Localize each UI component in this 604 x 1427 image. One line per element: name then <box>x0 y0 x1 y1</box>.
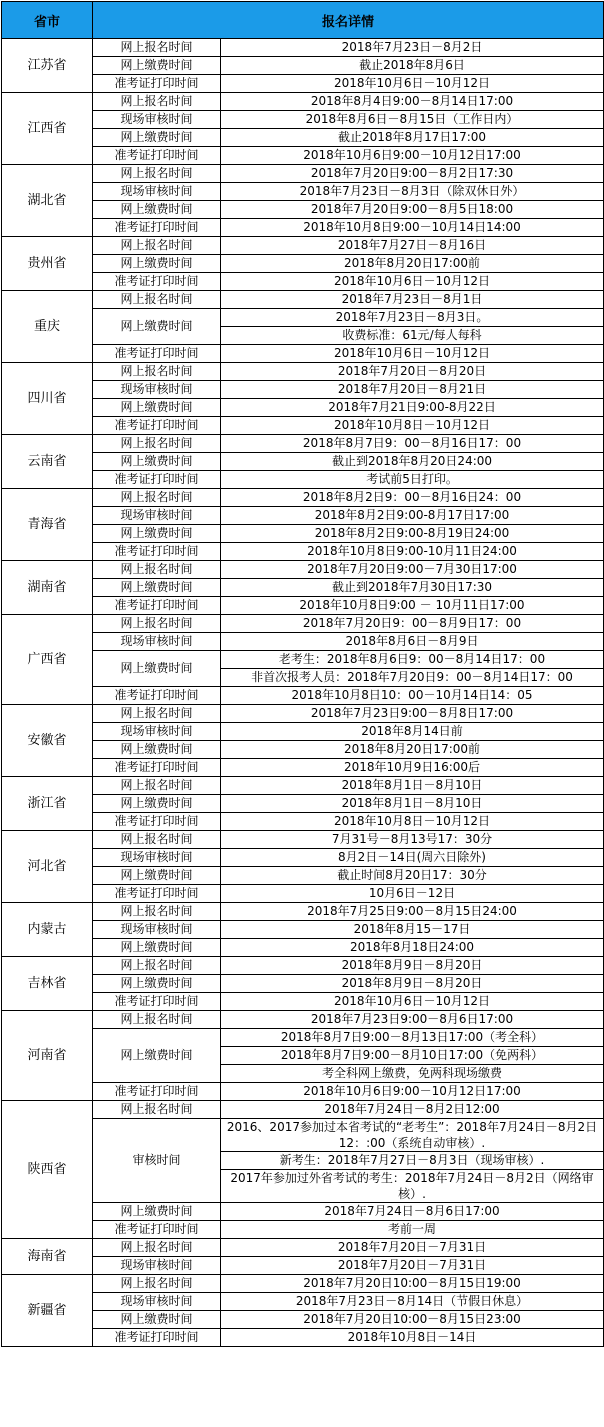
item-value: 2018年8月4日9:00－8月14日17:00 <box>221 93 604 111</box>
table-row <box>2 1203 604 1221</box>
table-row <box>2 183 604 201</box>
table-row <box>2 1293 604 1311</box>
item-label: 准考证打印时间 <box>93 1083 221 1101</box>
item-value: 2018年8月1日－8月10日 <box>221 777 604 795</box>
table-row <box>2 309 604 327</box>
province-name: 青海省 <box>2 489 93 561</box>
table-row <box>2 795 604 813</box>
item-label: 准考证打印时间 <box>93 759 221 777</box>
item-value: 2018年7月20日10:00－8月15日19:00 <box>221 1275 604 1293</box>
item-label: 网上报名时间 <box>93 1239 221 1257</box>
item-value: 2018年8月6日－8月15日（工作日内） <box>221 111 604 129</box>
item-value: 非首次报考人员：2018年7月20日9：00－8月14日17：00 <box>221 669 604 687</box>
item-label: 准考证打印时间 <box>93 597 221 615</box>
item-value: 2018年8月2日9:00-8月19日24:00 <box>221 525 604 543</box>
item-label: 网上报名时间 <box>93 1101 221 1119</box>
table-row <box>2 57 604 75</box>
table-row <box>2 705 604 723</box>
item-value: 7月31号－8月13号17：30分 <box>221 831 604 849</box>
item-value: 2018年7月25日9:00－8月15日24:00 <box>221 903 604 921</box>
table-row <box>2 1311 604 1329</box>
item-label: 网上缴费时间 <box>93 741 221 759</box>
item-label: 现场审核时间 <box>93 111 221 129</box>
item-value: 考试前5日打印。 <box>221 471 604 489</box>
item-label: 网上报名时间 <box>93 1275 221 1293</box>
item-label: 网上缴费时间 <box>93 1203 221 1221</box>
item-label: 现场审核时间 <box>93 1257 221 1275</box>
item-label: 现场审核时间 <box>93 849 221 867</box>
item-value: 2018年10月8日－10月12日 <box>221 813 604 831</box>
table-row <box>2 597 604 615</box>
item-value: 老考生：2018年8月6日9：00－8月14日17：00 <box>221 651 604 669</box>
item-value: 截止2018年8月17日17:00 <box>221 129 604 147</box>
item-value: 2018年8月9日－8月20日 <box>221 957 604 975</box>
item-label: 网上缴费时间 <box>93 255 221 273</box>
table-row <box>2 1239 604 1257</box>
item-label: 准考证打印时间 <box>93 1329 221 1347</box>
item-label: 准考证打印时间 <box>93 885 221 903</box>
table-row <box>2 1029 604 1047</box>
item-label: 网上报名时间 <box>93 903 221 921</box>
table-row <box>2 147 604 165</box>
item-label: 网上缴费时间 <box>93 939 221 957</box>
item-value: 2018年8月6日－8月9日 <box>221 633 604 651</box>
table-row <box>2 507 604 525</box>
item-value: 2018年10月6日－10月12日 <box>221 75 604 93</box>
item-value: 2018年8月2日9:00-8月17日17:00 <box>221 507 604 525</box>
item-value: 2018年7月20日9：00－8月9日17：00 <box>221 615 604 633</box>
table-row <box>2 489 604 507</box>
item-label: 现场审核时间 <box>93 1293 221 1311</box>
province-name: 贵州省 <box>2 237 93 291</box>
item-value: 8月2日－14日(周六日除外) <box>221 849 604 867</box>
item-label: 网上报名时间 <box>93 237 221 255</box>
province-name: 重庆 <box>2 291 93 363</box>
item-value: 2018年8月7日9:00－8月10日17:00（免两科） <box>221 1047 604 1065</box>
table-row <box>2 471 604 489</box>
item-value: 2018年8月20日17:00前 <box>221 741 604 759</box>
table-row <box>2 435 604 453</box>
table-row <box>2 39 604 57</box>
province-name: 河南省 <box>2 1011 93 1101</box>
item-label: 现场审核时间 <box>93 507 221 525</box>
item-value: 2018年7月20日－7月31日 <box>221 1257 604 1275</box>
item-label: 网上报名时间 <box>93 561 221 579</box>
item-value: 2018年8月20日17:00前 <box>221 255 604 273</box>
table-row <box>2 777 604 795</box>
item-value: 2018年7月20日10:00－8月15日23:00 <box>221 1311 604 1329</box>
table-row <box>2 75 604 93</box>
item-label: 审核时间 <box>93 1119 221 1203</box>
item-value: 截止到2018年8月20日24:00 <box>221 453 604 471</box>
item-value: 2018年7月20日－8月21日 <box>221 381 604 399</box>
item-label: 网上报名时间 <box>93 39 221 57</box>
item-value: 2018年7月20日9:00－7月30日17:00 <box>221 561 604 579</box>
item-value: 2018年8月7日9：00－8月16日17：00 <box>221 435 604 453</box>
item-value: 2017年参加过外省考试的考生：2018年7月24日－8月2日（网络审核）. <box>221 1170 604 1203</box>
item-value: 截止时间8月20日17：30分 <box>221 867 604 885</box>
item-value: 2018年10月6日9:00－10月12日17:00 <box>221 1083 604 1101</box>
item-value: 2018年10月8日－14日 <box>221 1329 604 1347</box>
province-name: 海南省 <box>2 1239 93 1275</box>
item-value: 2018年10月8日－10月12日 <box>221 417 604 435</box>
item-label: 准考证打印时间 <box>93 1221 221 1239</box>
header-row <box>2 2 604 39</box>
table-row <box>2 921 604 939</box>
item-label: 网上缴费时间 <box>93 975 221 993</box>
item-label: 准考证打印时间 <box>93 471 221 489</box>
item-label: 网上报名时间 <box>93 705 221 723</box>
item-label: 现场审核时间 <box>93 183 221 201</box>
province-name: 湖北省 <box>2 165 93 237</box>
table-row <box>2 579 604 597</box>
table-row <box>2 993 604 1011</box>
province-name: 云南省 <box>2 435 93 489</box>
table-row <box>2 237 604 255</box>
item-label: 网上缴费时间 <box>93 57 221 75</box>
table-row <box>2 1275 604 1293</box>
table-row <box>2 93 604 111</box>
table-row <box>2 1257 604 1275</box>
item-label: 网上报名时间 <box>93 165 221 183</box>
item-value: 2018年8月9日－8月20日 <box>221 975 604 993</box>
item-value: 2018年10月8日9:00－10月14日14:00 <box>221 219 604 237</box>
item-value: 2018年7月23日－8月2日 <box>221 39 604 57</box>
item-label: 网上报名时间 <box>93 831 221 849</box>
item-label: 准考证打印时间 <box>93 345 221 363</box>
item-label: 准考证打印时间 <box>93 813 221 831</box>
item-value: 2018年10月6日－10月12日 <box>221 273 604 291</box>
item-label: 网上报名时间 <box>93 489 221 507</box>
header-details: 报名详情 <box>93 2 604 39</box>
item-value: 2018年8月18日24:00 <box>221 939 604 957</box>
item-label: 网上报名时间 <box>93 363 221 381</box>
item-label: 网上报名时间 <box>93 435 221 453</box>
table-row <box>2 903 604 921</box>
item-value: 2018年8月1日－8月10日 <box>221 795 604 813</box>
province-name: 吉林省 <box>2 957 93 1011</box>
item-value: 2018年7月24日－8月6日17:00 <box>221 1203 604 1221</box>
table-row <box>2 525 604 543</box>
item-value: 2018年7月24日－8月2日12:00 <box>221 1101 604 1119</box>
item-label: 网上缴费时间 <box>93 1311 221 1329</box>
table-row <box>2 741 604 759</box>
table-row <box>2 975 604 993</box>
item-label: 网上缴费时间 <box>93 399 221 417</box>
table-row <box>2 867 604 885</box>
table-row <box>2 363 604 381</box>
province-name: 内蒙古 <box>2 903 93 957</box>
table-row <box>2 957 604 975</box>
table-row <box>2 255 604 273</box>
table-row <box>2 417 604 435</box>
item-label: 网上缴费时间 <box>93 525 221 543</box>
province-name: 安徽省 <box>2 705 93 777</box>
table-row <box>2 651 604 669</box>
table-row <box>2 813 604 831</box>
item-value: 2018年7月23日－8月3日。 <box>221 309 604 327</box>
table-row <box>2 831 604 849</box>
table-row <box>2 1101 604 1119</box>
item-label: 现场审核时间 <box>93 921 221 939</box>
province-name: 新疆省 <box>2 1275 93 1347</box>
item-label: 网上报名时间 <box>93 615 221 633</box>
item-value: 2018年10月6日9:00－10月12日17:00 <box>221 147 604 165</box>
item-value: 10月6日－12日 <box>221 885 604 903</box>
item-value: 2018年10月6日－10月12日 <box>221 345 604 363</box>
table-row <box>2 687 604 705</box>
table-row <box>2 939 604 957</box>
table-row <box>2 561 604 579</box>
item-value: 2018年7月23日9:00－8月6日17:00 <box>221 1011 604 1029</box>
item-value: 2018年7月20日－8月20日 <box>221 363 604 381</box>
item-label: 网上缴费时间 <box>93 453 221 471</box>
item-value: 考前一周 <box>221 1221 604 1239</box>
item-label: 网上报名时间 <box>93 291 221 309</box>
item-value: 2018年7月20日9:00－8月5日18:00 <box>221 201 604 219</box>
item-value: 2018年8月2日9：00－8月16日24：00 <box>221 489 604 507</box>
table-row <box>2 1011 604 1029</box>
province-name: 陕西省 <box>2 1101 93 1239</box>
table-row <box>2 543 604 561</box>
table-row <box>2 381 604 399</box>
item-value: 2018年8月15－17日 <box>221 921 604 939</box>
item-label: 网上缴费时间 <box>93 651 221 687</box>
table-body <box>2 39 604 1347</box>
item-label: 网上缴费时间 <box>93 795 221 813</box>
item-label: 网上缴费时间 <box>93 309 221 345</box>
table-row <box>2 1083 604 1101</box>
province-name: 江苏省 <box>2 39 93 93</box>
table-row <box>2 219 604 237</box>
item-value: 2018年8月7日9:00－8月13日17:00（考全科） <box>221 1029 604 1047</box>
item-label: 网上缴费时间 <box>93 867 221 885</box>
table-row <box>2 885 604 903</box>
item-value: 2018年7月23日－8月3日（除双休日外） <box>221 183 604 201</box>
table-row <box>2 723 604 741</box>
item-label: 网上报名时间 <box>93 777 221 795</box>
item-label: 准考证打印时间 <box>93 687 221 705</box>
province-name: 江西省 <box>2 93 93 165</box>
table-row <box>2 1119 604 1152</box>
item-value: 2018年7月21日9:00-8月22日 <box>221 399 604 417</box>
table-row <box>2 633 604 651</box>
item-label: 网上报名时间 <box>93 1011 221 1029</box>
item-value: 截止到2018年7月30日17:30 <box>221 579 604 597</box>
item-value: 2018年7月23日－8月14日（节假日休息） <box>221 1293 604 1311</box>
item-value: 2018年7月27日－8月16日 <box>221 237 604 255</box>
province-name: 湖南省 <box>2 561 93 615</box>
province-name: 河北省 <box>2 831 93 903</box>
table-row <box>2 615 604 633</box>
item-value: 收费标准：61元/每人每科 <box>221 327 604 345</box>
table-row <box>2 849 604 867</box>
table-row <box>2 273 604 291</box>
item-label: 网上缴费时间 <box>93 129 221 147</box>
item-label: 准考证打印时间 <box>93 993 221 1011</box>
province-name: 浙江省 <box>2 777 93 831</box>
table-row <box>2 399 604 417</box>
table-row <box>2 759 604 777</box>
item-value: 2018年8月14日前 <box>221 723 604 741</box>
table-row <box>2 201 604 219</box>
registration-table <box>1 1 604 1347</box>
item-value: 2018年7月20日－7月31日 <box>221 1239 604 1257</box>
table-row <box>2 111 604 129</box>
item-value: 新考生：2018年7月27日－8月3日（现场审核）. <box>221 1152 604 1170</box>
item-label: 准考证打印时间 <box>93 273 221 291</box>
item-value: 2018年7月23日－8月1日 <box>221 291 604 309</box>
table-row <box>2 291 604 309</box>
table-row <box>2 129 604 147</box>
item-value: 2018年10月8日9:00 － 10月11日17:00 <box>221 597 604 615</box>
item-value: 2018年10月9日16:00后 <box>221 759 604 777</box>
item-value: 2018年10月8日9:00-10月11日24:00 <box>221 543 604 561</box>
table-row <box>2 1329 604 1347</box>
province-name: 四川省 <box>2 363 93 435</box>
item-label: 现场审核时间 <box>93 381 221 399</box>
table-row <box>2 165 604 183</box>
item-label: 准考证打印时间 <box>93 147 221 165</box>
item-value: 截止2018年8月6日 <box>221 57 604 75</box>
item-value: 考全科网上缴费，免两科现场缴费 <box>221 1065 604 1083</box>
item-label: 网上缴费时间 <box>93 201 221 219</box>
header-province: 省市 <box>2 2 93 39</box>
item-value: 2018年7月23日9:00－8月8日17:00 <box>221 705 604 723</box>
item-label: 准考证打印时间 <box>93 219 221 237</box>
item-label: 准考证打印时间 <box>93 543 221 561</box>
item-label: 准考证打印时间 <box>93 75 221 93</box>
item-value: 2018年10月8日10：00－10月14日14：05 <box>221 687 604 705</box>
item-label: 准考证打印时间 <box>93 417 221 435</box>
table-row <box>2 453 604 471</box>
item-label: 现场审核时间 <box>93 723 221 741</box>
province-name: 广西省 <box>2 615 93 705</box>
table-row <box>2 1221 604 1239</box>
item-value: 2018年7月20日9:00－8月2日17:30 <box>221 165 604 183</box>
table-row <box>2 345 604 363</box>
item-label: 网上缴费时间 <box>93 579 221 597</box>
item-label: 网上缴费时间 <box>93 1029 221 1083</box>
item-label: 网上报名时间 <box>93 957 221 975</box>
item-value: 2016、2017参加过本省考试的“老考生”：2018年7月24日－8月2日12：:00（系统自动审核）. <box>221 1119 604 1152</box>
item-label: 现场审核时间 <box>93 633 221 651</box>
item-value: 2018年10月6日－10月12日 <box>221 993 604 1011</box>
item-label: 网上报名时间 <box>93 93 221 111</box>
